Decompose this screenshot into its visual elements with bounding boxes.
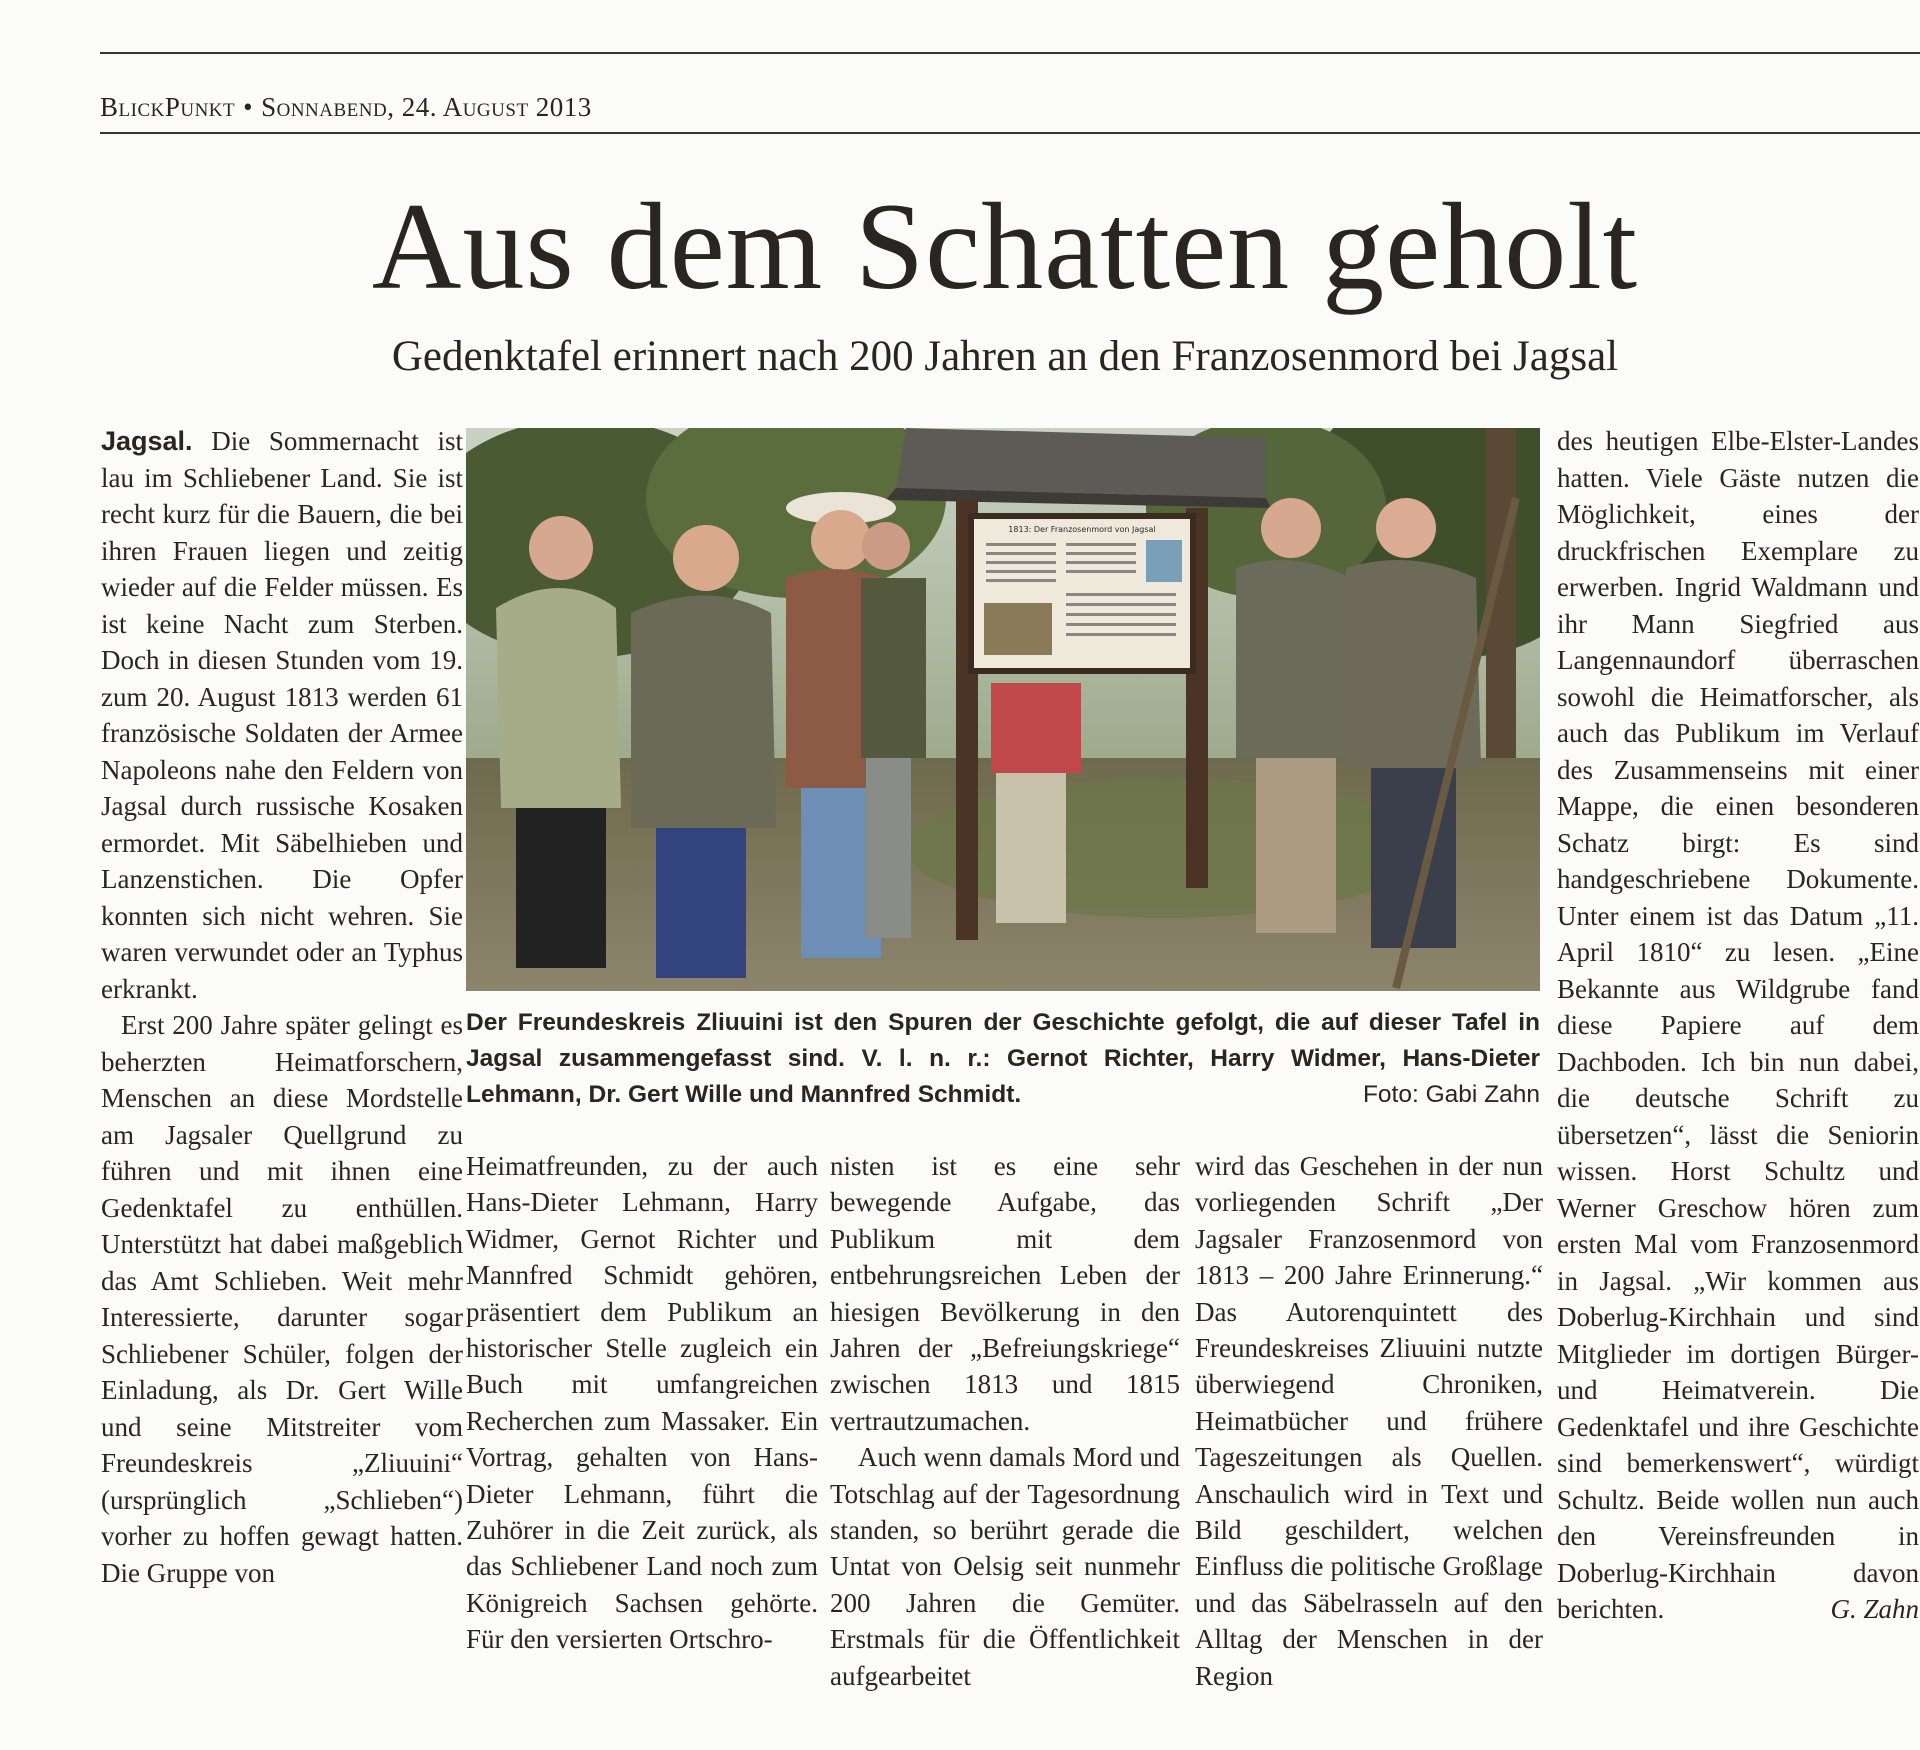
article-column-2: [466, 1148, 818, 1658]
article-column-1: [101, 423, 463, 1591]
article-column-4: [1195, 1148, 1543, 1694]
top-rule: [100, 52, 1920, 54]
masthead: [100, 92, 1920, 132]
issue-date: Sonnabend, 24. August 2013: [261, 92, 592, 122]
article-photo: [466, 428, 1540, 991]
masthead-separator: •: [243, 92, 254, 122]
article-paragraph: nisten ist es eine sehr bewegende Aufgabe, das Publikum mit dem entbehrungsreichen Leben der hiesigen Bevölkerung in den Jahren der „Befreiungskriege“ zwischen 1813 und 1815 vertrautzumachen.: [830, 1151, 1180, 1436]
newspaper-name: BlickPunkt: [100, 92, 236, 122]
headline: Aus dem Schatten geholt: [371, 178, 1639, 315]
dateline: Jagsal.: [101, 426, 193, 456]
article-paragraph: Auch wenn damals Mord und Totschlag auf der Tagesordnung standen, so berührt gerade die Untat von Oelsig seit nunmehr 200 Jahren die Gemüter. Erstmals für die Öffentlichkeit aufgearbeitet: [830, 1442, 1180, 1691]
article-text: des heutigen Elbe-Elster-Landes hatten. Viele Gäste nutzen die Möglichkeit, eines der druckfrischen Exemplare zu erwerben. Ingrid Waldmann und ihr Mann Siegfried aus Langennaundorf überraschen sowohl die Heimatforscher, als auch das Publikum im Verlauf des Zusammenseins mit einer Mappe, die einen besonderen Schatz birgt: Es sind handgeschriebene Dokumente. Unter einem ist das Datum „11. April 1810“ zu lesen. „Eine Bekannte aus Wildgrube fand diese Papiere auf dem Dachboden. Ich bin nun dabei, die deutsche Schrift zu übersetzen“, lässt die Seniorin wissen. Horst Schultz und Werner Greschow hören zum ersten Mal vom Franzosenmord in Jagsal. „Wir kommen aus Doberlug-Kirchhain und sind Mitglieder im dortigen Bürger- und Heimatverein. Die Gedenktafel und ihre Geschichte sind bemerkenswert“, würdigt Schultz. Beide wollen nun auch den Vereinsfreunden in Doberlug-Kirchhain davon berichten.: [1557, 426, 1919, 1624]
article-paragraph: [101, 423, 463, 1007]
article-paragraph: wird das Geschehen in der nun vorliegenden Schrift „Der Jagsaler Franzosenmord von 1813 – 200 Jahre Erinnerung.“ Das Autorenquintett des Freundeskreises Zliuuini nutzte überwiegend Chroniken, Heimatbücher und frühere Tageszeitungen als Quellen. Anschaulich wird in Text und Bild geschildert, welchen Einfluss die politische Großlage und das Säbelrasseln auf den Alltag der Menschen in der Region: [1195, 1151, 1543, 1691]
sign-roof: [896, 428, 1266, 498]
caption-text: Der Freundeskreis Zliuuini ist den Spuren der Geschichte gefolgt, die auf dieser Tafel in Jagsal zusammengefasst sind. V. l. n. r.: Gernot Richter, Harry Widmer, Hans-Dieter Lehmann, Dr. Gert Wille und Mannfred Schmidt.: [466, 1009, 1540, 1108]
article-column-3: [830, 1148, 1180, 1694]
article-paragraph: Erst 200 Jahre später gelingt es beherzten Heimatforschern, Menschen an diese Mordstelle am Jagsaler Quellgrund zu führen und mit ihnen eine Gedenktafel zu enthüllen. Unterstützt hat dabei maßgeblich das Amt Schlieben. Weit mehr Interessierte, darunter sogar Schliebener Schüler, folgen der Einladung, als Dr. Gert Wille und seine Mitstreiter vom Freundeskreis „Zliuuini“ (ursprünglich „Schlieben“) vorher zu hoffen gewagt hatten. Die Gruppe von: [101, 1010, 463, 1588]
article-paragraph: [1557, 423, 1919, 1628]
author-signature: G. Zahn: [1830, 1594, 1919, 1624]
article-column-5: [1557, 423, 1919, 1628]
photo-illustration: [466, 428, 1540, 991]
sign-title: 1813: Der Franzosenmord von Jagsal: [1008, 525, 1156, 534]
masthead-rule: [100, 132, 1920, 134]
article-text: Die Sommernacht ist lau im Schliebener Land. Sie ist recht kurz für die Bauern, die bei ihren Frauen liegen und zeitig wieder auf die Felder müssen. Es ist keine Nacht zum Sterben. Doch in diesen Stunden vom 19. zum 20. August 1813 werden 61 französische Soldaten der Armee Napoleons nahe den Feldern von Jagsal durch russische Kosaken ermordet. Mit Säbelhieben und Lanzenstichen. Die Opfer konnten sich nicht wehren. Sie waren verwundet oder an Typhus erkrankt.: [101, 426, 463, 1004]
article-paragraph: Heimatfreunden, zu der auch Hans-Dieter Lehmann, Harry Widmer, Gernot Richter und Mannfred Schmidt gehören, präsentiert dem Publikum an historischer Stelle zugleich ein Buch mit umfangreichen Recherchen zum Massaker. Ein Vortrag, gehalten von Hans-Dieter Lehmann, führt die Zuhörer in die Zeit zurück, als das Schliebener Land noch zum Königreich Sachsen gehörte. Für den versierten Ortschro-: [466, 1151, 818, 1655]
subheadline: Gedenktafel erinnert nach 200 Jahren an den Franzosenmord bei Jagsal: [391, 333, 1619, 380]
photo-caption: [466, 1005, 1540, 1113]
photo-credit: Foto: Gabi Zahn: [1362, 1081, 1540, 1108]
